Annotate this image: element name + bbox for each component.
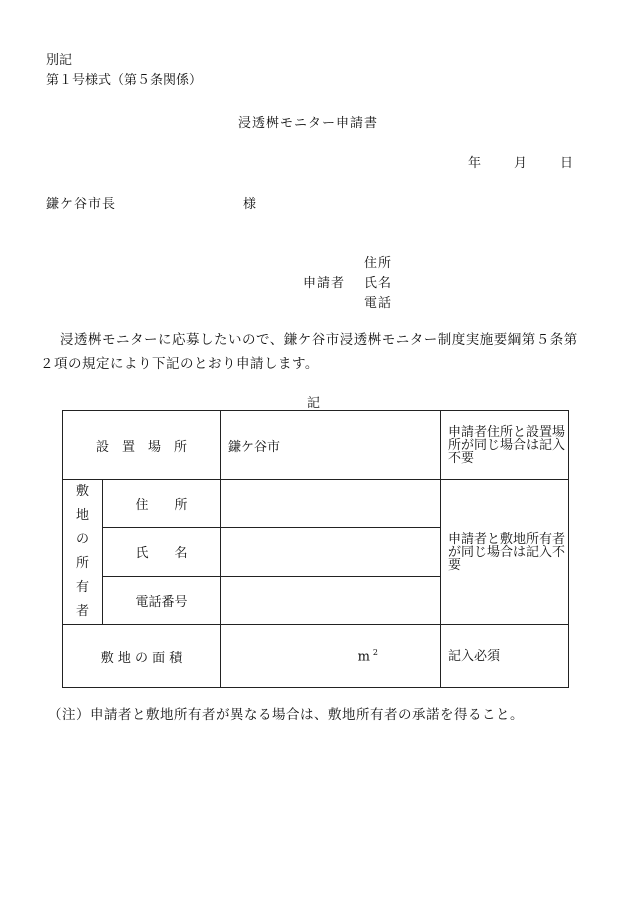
- date-day: 日: [560, 156, 574, 171]
- location-label: 設 置 場 所: [63, 411, 221, 480]
- area-note: 記入必須: [441, 625, 569, 688]
- owner-address-label: 住 所: [103, 480, 221, 528]
- form-number: 第１号様式（第５条関係）: [46, 73, 203, 88]
- location-value: 鎌ケ谷市: [221, 411, 441, 480]
- owner-phone-label: 電話番号: [103, 576, 221, 624]
- area-field[interactable]: [221, 625, 441, 688]
- owner-note: 申請者と敷地所有者が同じ場合は記入不要: [441, 480, 569, 625]
- applicant-label: 申請者: [303, 276, 346, 291]
- ki-label: 記: [307, 396, 321, 411]
- owner-address-field[interactable]: [221, 480, 441, 528]
- location-note: 申請者住所と設置場所が同じ場合は記入不要: [441, 411, 569, 480]
- application-table: [62, 410, 569, 688]
- date-year: 年: [468, 156, 482, 171]
- applicant-phone-label: 電話: [364, 296, 393, 311]
- date-month: 月: [514, 156, 528, 171]
- applicant-address-label: 住所: [364, 256, 393, 271]
- owner-vertical-label: 敷 地 の 所 有 者: [63, 480, 103, 625]
- appendix-label: 別記: [46, 53, 73, 68]
- owner-name-field[interactable]: [221, 528, 441, 576]
- applicant-name-label: 氏名: [364, 276, 393, 291]
- area-label: 敷 地 の 面 積: [63, 625, 221, 688]
- document-title: 浸透桝モニター申請書: [238, 116, 379, 131]
- table-row-area: [63, 625, 569, 688]
- application-statement: 浸透桝モニターに応募したいので、鎌ケ谷市浸透桝モニター制度実施要綱第５条第２項の規定により下記のとおり申請します。: [40, 332, 578, 372]
- table-row-owner-address: [63, 480, 569, 528]
- area-unit-superscript: 2: [372, 647, 379, 657]
- addressee-honorific: 様: [243, 197, 257, 212]
- owner-phone-field[interactable]: [221, 576, 441, 624]
- table-row-location: [63, 411, 569, 480]
- area-unit: m: [357, 649, 370, 665]
- addressee-mayor: 鎌ケ谷市長: [46, 197, 117, 212]
- owner-name-label: 氏 名: [103, 528, 221, 576]
- footnote: （注）申請者と敷地所有者が異なる場合は、敷地所有者の承諾を得ること。: [48, 707, 524, 723]
